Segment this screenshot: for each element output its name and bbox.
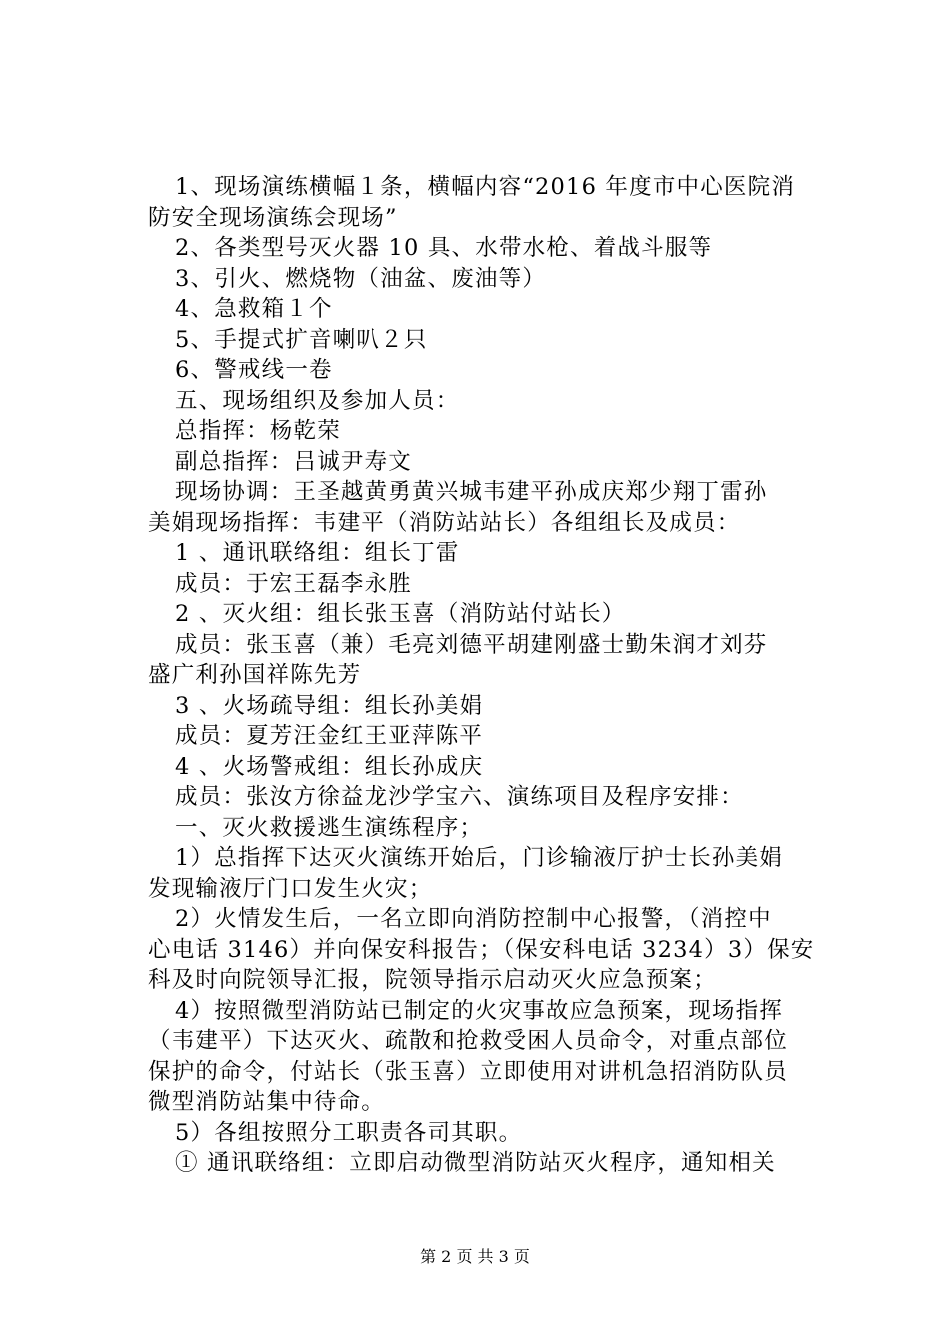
paragraph-first-line: 4 、火场警戒组：组长孙成庆 [175, 753, 484, 780]
paragraph-first-line: ① 通讯联络组：立即启动微型消防站灭火程序，通知相关 [175, 1150, 776, 1176]
paragraph-first-line: 3 、火场疏导组：组长孙美娟 [175, 692, 484, 719]
paragraph-first-line: 副总指挥：吕诚尹寿文 [175, 448, 413, 475]
paragraph [175, 752, 835, 783]
paragraph [175, 599, 835, 630]
paragraph [175, 782, 835, 813]
paragraph-continuation-line: 发现输液厅门口发生火灾； [148, 875, 433, 902]
paragraph-first-line: 总指挥：杨乾荣 [175, 418, 341, 444]
paragraph-first-line: 2、各类型号灭火器 10 具、水带水枪、着战斗服等 [175, 235, 713, 261]
paragraph [148, 172, 835, 233]
paragraph-continuation-line: 科及时向院领导汇报，院领导指示启动灭火应急预案； [148, 967, 717, 993]
paragraph-continuation-line: 心电话 3146）并向保安科报告；（保安科电话 3234）3）保安 [148, 936, 815, 963]
paragraph-first-line: 五、现场组织及参加人员： [175, 387, 460, 414]
paragraph [175, 691, 835, 722]
paragraph [175, 721, 835, 752]
paragraph-first-line: 1）总指挥下达灭火演练开始后，门诊输液厅护士长孙美娟 [175, 845, 784, 871]
paragraph [175, 386, 835, 417]
paragraph-first-line: 4、急救箱１个 [175, 296, 333, 322]
paragraph [175, 264, 835, 295]
paragraph [175, 813, 835, 844]
paragraph-first-line: 现场协调：王圣越黄勇黄兴城韦建平孙成庆郑少翔丁雷孙 [175, 479, 768, 505]
paragraph-first-line: 1、现场演练横幅１条，横幅内容“2016 年度市中心医院消 [175, 174, 796, 200]
paragraph-first-line: 1 、通讯联络组：组长丁雷 [175, 540, 460, 566]
paragraph [175, 355, 835, 386]
paragraph-continuation-line: 微型消防站集中待命。 [148, 1089, 386, 1115]
paragraph-continuation-line: 盛广利孙国祥陈先芳 [148, 662, 362, 688]
paragraph-first-line: 成员：张汝方徐益龙沙学宝六、演练项目及程序安排： [175, 784, 744, 810]
paragraph [175, 294, 835, 325]
paragraph [175, 538, 835, 569]
document-body [148, 172, 835, 1179]
paragraph [175, 447, 835, 478]
paragraph [148, 996, 835, 1118]
paragraph-first-line: 6、警戒线一卷 [175, 357, 333, 383]
paragraph [148, 843, 835, 904]
paragraph-continuation-line: 美娟现场指挥：韦建平（消防站站长）各组组长及成员： [148, 509, 741, 536]
paragraph-continuation-line: （韦建平）下达灭火、疏散和抢救受困人员命令，对重点部位 [148, 1028, 788, 1054]
paragraph-continuation-line: 保护的命令，付站长（张玉喜）立即使用对讲机急招消防队员 [148, 1058, 788, 1085]
paragraph [175, 416, 835, 447]
paragraph-first-line: 3、引火、燃烧物（油盆、废油等） [175, 265, 547, 292]
paragraph-first-line: 5）各组按照分工职责各司其职。 [175, 1119, 523, 1146]
paragraph [148, 477, 835, 538]
page-footer: 第 2 页 共 3 页 [420, 1247, 530, 1266]
paragraph-first-line: 一、灭火救援逃生演练程序； [175, 814, 484, 841]
paragraph-first-line: 5、手提式扩音喇叭２只 [175, 326, 428, 353]
paragraph [175, 325, 835, 356]
paragraph-first-line: 2）火情发生后，一名立即向消防控制中心报警，（消控中 [175, 906, 772, 932]
paragraph [175, 233, 835, 264]
paragraph [175, 1118, 835, 1149]
paragraph [148, 630, 835, 691]
paragraph-first-line: 成员：夏芳汪金红王亚萍陈平 [175, 723, 484, 749]
paragraph [148, 904, 835, 996]
paragraph-first-line: 成员：张玉喜（兼）毛亮刘德平胡建刚盛士勤朱润才刘芬 [175, 631, 768, 658]
paragraph [175, 569, 835, 600]
paragraph-first-line: 成员：于宏王磊李永胜 [175, 570, 413, 597]
paragraph-first-line: 4）按照微型消防站已制定的火灾事故应急预案，现场指挥 [175, 997, 784, 1024]
paragraph [175, 1148, 835, 1179]
paragraph-first-line: 2 、灭火组：组长张玉喜（消防站付站长） [175, 601, 626, 627]
paragraph-continuation-line: 防安全现场演练会现场” [148, 204, 398, 231]
